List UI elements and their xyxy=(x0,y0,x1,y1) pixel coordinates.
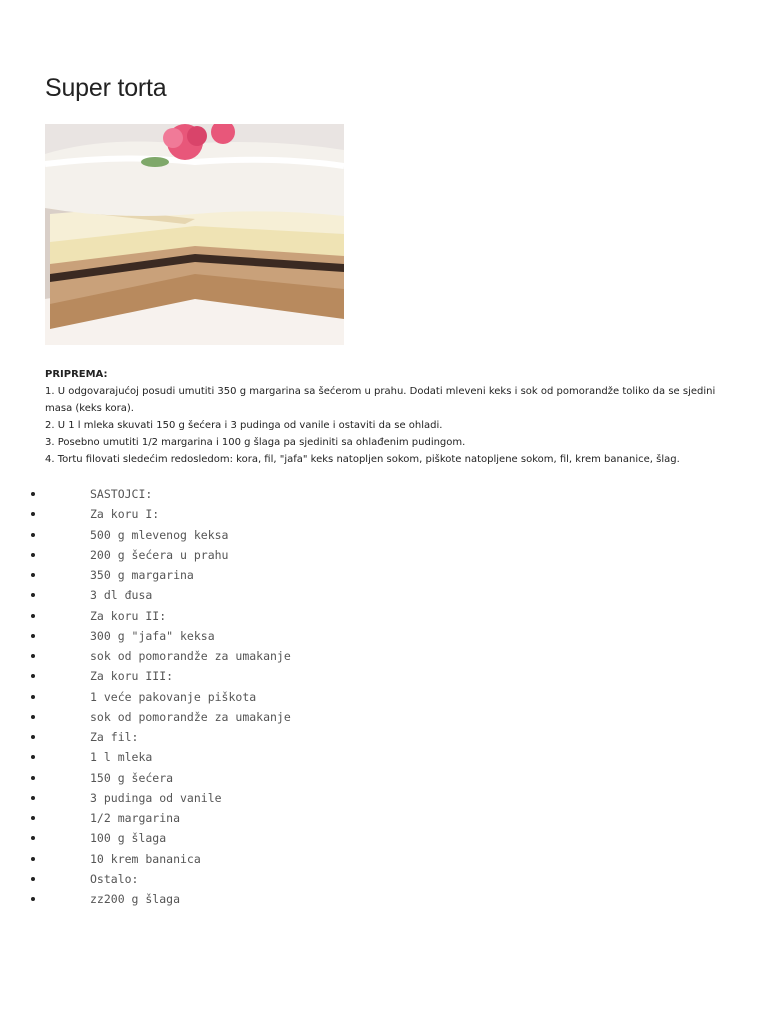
bullet-icon xyxy=(31,533,35,537)
list-item xyxy=(0,606,291,626)
list-item xyxy=(0,889,291,909)
bullet-icon xyxy=(31,674,35,678)
list-item xyxy=(0,768,291,788)
bullet-icon xyxy=(31,836,35,840)
bullet-icon xyxy=(31,877,35,881)
bullet-icon xyxy=(31,634,35,638)
list-item xyxy=(0,585,291,605)
list-item xyxy=(0,727,291,747)
rose-leaf xyxy=(141,157,169,167)
bullet-icon xyxy=(31,695,35,699)
list-item xyxy=(0,687,291,707)
list-item-text: 500 g mlevenog keksa xyxy=(90,527,229,542)
list-item xyxy=(0,504,291,524)
page-title: Super torta xyxy=(45,74,167,102)
bullet-icon xyxy=(31,512,35,516)
list-item xyxy=(0,484,291,504)
bullet-icon xyxy=(31,553,35,557)
bullet-icon xyxy=(31,715,35,719)
list-item xyxy=(0,565,291,585)
bullet-icon xyxy=(31,614,35,618)
list-item-text: Za koru II: xyxy=(90,608,167,623)
list-item-text: 10 krem bananica xyxy=(90,851,201,866)
list-item xyxy=(0,666,291,686)
list-item xyxy=(0,808,291,828)
preparation-step: 1. U odgovarajućoj posudi umutiti 350 g margarina sa šećerom u prahu. Dodati mleveni keks i sok od pomorandže toliko da se sjedini masa (keks kora). xyxy=(45,386,716,414)
list-item-text: 200 g šećera u prahu xyxy=(90,547,229,562)
list-item-text: 1 veće pakovanje piškota xyxy=(90,689,257,704)
preparation-step: 2. U 1 l mleka skuvati 150 g šećera i 3 pudinga od vanile i ostaviti da se ohladi. xyxy=(45,420,443,431)
bullet-icon xyxy=(31,654,35,658)
rose-petal-left xyxy=(163,128,183,148)
bullet-icon xyxy=(31,755,35,759)
cake-photo xyxy=(45,124,344,345)
bullet-icon xyxy=(31,857,35,861)
bullet-icon xyxy=(31,816,35,820)
list-item-text: 350 g margarina xyxy=(90,568,194,582)
list-item xyxy=(0,849,291,869)
cake-illustration xyxy=(45,124,344,345)
list-item xyxy=(0,545,291,565)
preparation-step: 3. Posebno umutiti 1/2 margarina i 100 g šlaga pa sjediniti sa ohlađenim pudingom. xyxy=(45,437,466,448)
list-item-text: Ostalo: xyxy=(90,871,139,886)
list-item xyxy=(0,788,291,808)
list-item-text: SASTOJCI: xyxy=(90,487,153,501)
list-item-text: Za koru III: xyxy=(90,669,174,684)
list-item-text: sok od pomorandže za umakanje xyxy=(90,649,291,663)
preparation-heading: PRIPREMA: xyxy=(45,369,108,380)
list-item xyxy=(0,707,291,727)
list-item-text: 1/2 margarina xyxy=(90,811,181,825)
rose-petal-right xyxy=(187,126,207,146)
bullet-icon xyxy=(31,492,35,496)
list-item xyxy=(0,828,291,848)
list-item-text: 150 g šećera xyxy=(90,770,174,785)
list-item-text: 1 l mleka xyxy=(90,750,153,765)
ingredients-list xyxy=(0,484,291,909)
list-item xyxy=(0,747,291,767)
list-item-text: 300 g "jafa" keksa xyxy=(90,628,215,643)
bullet-icon xyxy=(31,573,35,577)
bullet-icon xyxy=(31,593,35,597)
bullet-icon xyxy=(31,735,35,739)
list-item-text: Za koru I: xyxy=(90,507,160,522)
list-item xyxy=(0,626,291,646)
list-item xyxy=(0,869,291,889)
list-item-text: 100 g šlaga xyxy=(90,831,167,846)
bullet-icon xyxy=(31,897,35,901)
list-item xyxy=(0,525,291,545)
list-item-text: 3 pudinga od vanile xyxy=(90,790,222,805)
list-item-text: sok od pomorandže za umakanje xyxy=(90,709,291,724)
preparation-step: 4. Tortu filovati sledećim redosledom: kora, fil, "jafa" keks natopljen sokom, piškote natopljene sokom, fil, krem bananice, šlag. xyxy=(45,454,680,465)
list-item-text: Za fil: xyxy=(90,730,139,744)
list-item-text: zz200 g šlaga xyxy=(90,892,181,906)
list-item-text: 3 dl đusa xyxy=(90,588,153,603)
bullet-icon xyxy=(31,776,35,780)
bullet-icon xyxy=(31,796,35,800)
preparation-section xyxy=(45,366,725,468)
list-item xyxy=(0,646,291,666)
